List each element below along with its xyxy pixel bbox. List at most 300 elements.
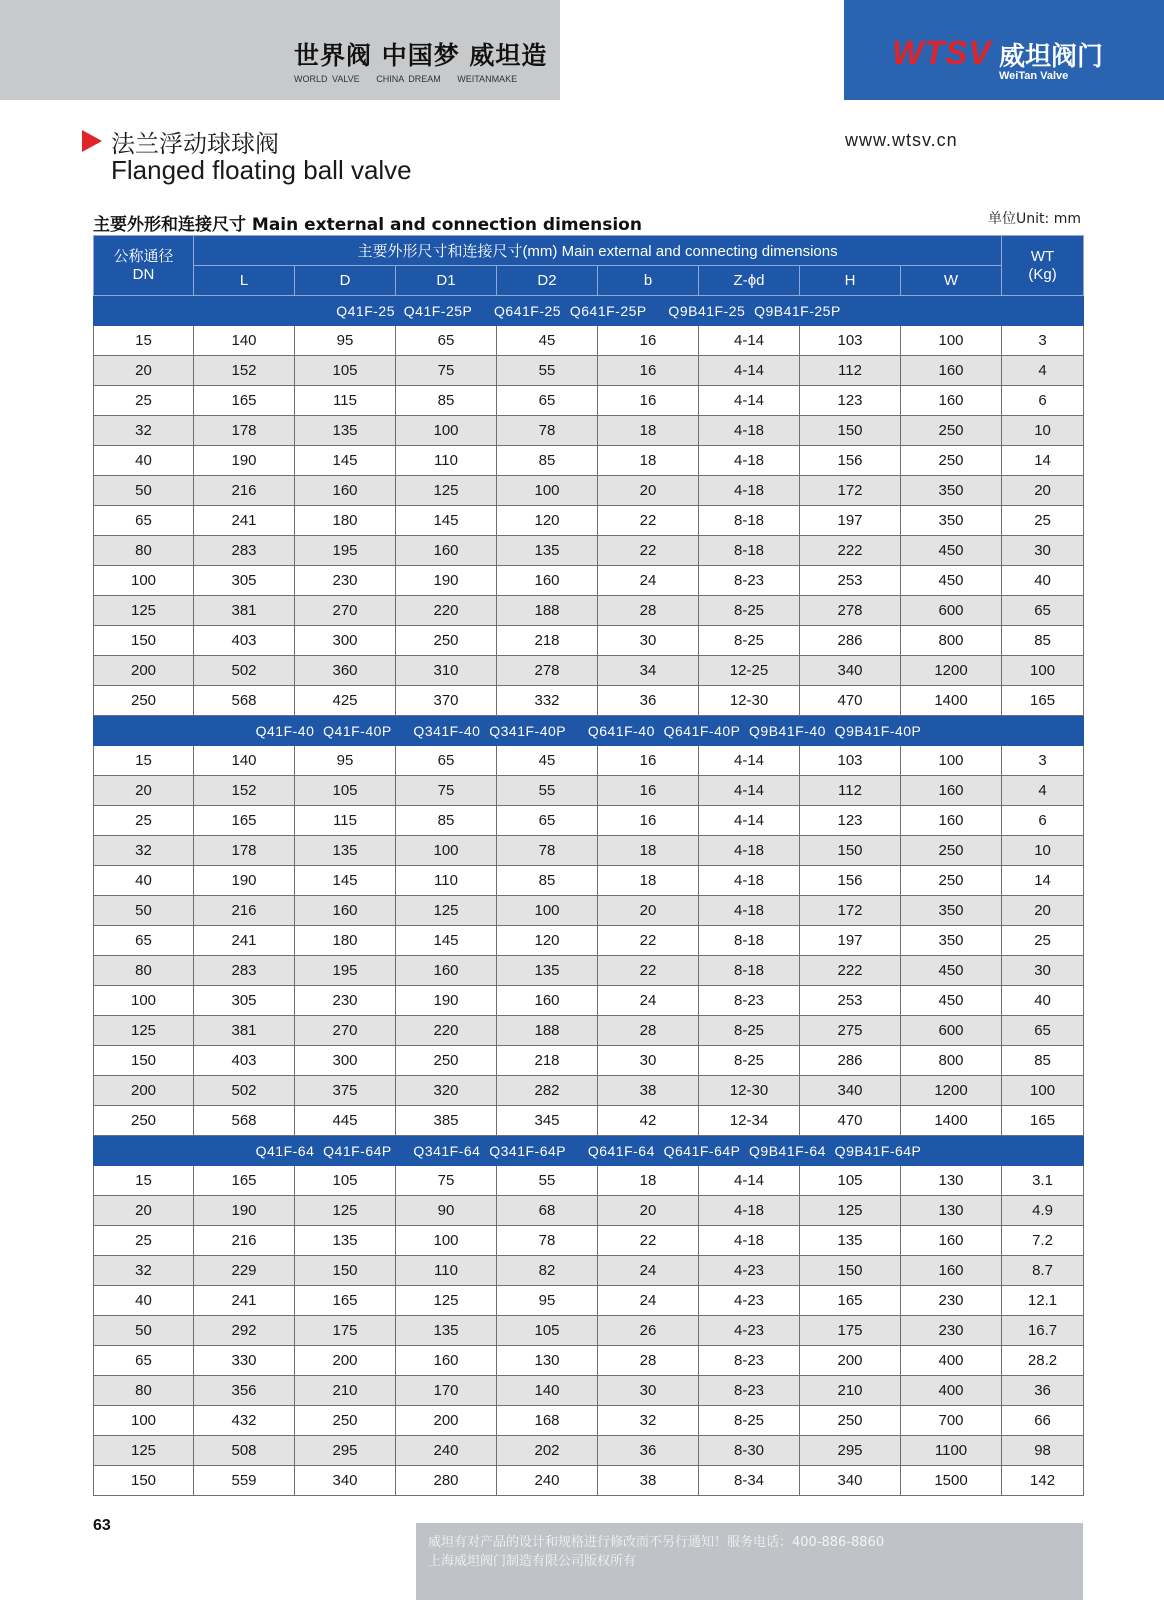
cell-h: 123: [800, 806, 901, 836]
cell-d2: 332: [497, 686, 598, 716]
cell-l: 568: [194, 686, 295, 716]
cell-d2: 160: [497, 986, 598, 1016]
cell-d: 340: [295, 1466, 396, 1496]
cell-d: 200: [295, 1346, 396, 1376]
table-row: [94, 686, 1084, 716]
cell-b: 16: [598, 356, 699, 386]
cell-w: 160: [901, 1226, 1002, 1256]
cell-h: 150: [800, 416, 901, 446]
cell-dn: 40: [94, 866, 194, 896]
cell-l: 190: [194, 866, 295, 896]
cell-h: 172: [800, 896, 901, 926]
cell-d: 150: [295, 1256, 396, 1286]
cell-wt: 40: [1002, 566, 1084, 596]
cell-w: 800: [901, 626, 1002, 656]
cell-h: 210: [800, 1376, 901, 1406]
slogan-en: [294, 74, 547, 84]
cell-dn: 250: [94, 1106, 194, 1136]
cell-z-d: 8-23: [699, 986, 800, 1016]
cell-b: 22: [598, 1226, 699, 1256]
cell-l: 356: [194, 1376, 295, 1406]
cell-h: 103: [800, 746, 901, 776]
cell-d: 270: [295, 596, 396, 626]
cell-w: 1400: [901, 686, 1002, 716]
cell-d1: 170: [396, 1376, 497, 1406]
cell-d1: 370: [396, 686, 497, 716]
cell-b: 28: [598, 596, 699, 626]
header-col-l: L: [194, 266, 295, 296]
table-row: [94, 326, 1084, 356]
cell-wt: 3.1: [1002, 1166, 1084, 1196]
cell-b: 16: [598, 806, 699, 836]
table-row: [94, 1046, 1084, 1076]
header-col-h: H: [800, 266, 901, 296]
header-col-z-d: Z-ϕd: [699, 266, 800, 296]
cell-w: 450: [901, 986, 1002, 1016]
cell-w: 160: [901, 776, 1002, 806]
cell-b: 30: [598, 1046, 699, 1076]
cell-h: 222: [800, 536, 901, 566]
cell-z-d: 12-30: [699, 686, 800, 716]
cell-d: 160: [295, 476, 396, 506]
cell-b: 36: [598, 1436, 699, 1466]
page-title-cn: 法兰浮动球球阀: [111, 130, 279, 158]
cell-d1: 75: [396, 1166, 497, 1196]
cell-wt: 14: [1002, 446, 1084, 476]
header-col-d1: D1: [396, 266, 497, 296]
cell-wt: 165: [1002, 1106, 1084, 1136]
cell-w: 130: [901, 1196, 1002, 1226]
cell-w: 1200: [901, 1076, 1002, 1106]
cell-w: 160: [901, 1256, 1002, 1286]
cell-l: 283: [194, 536, 295, 566]
cell-h: 470: [800, 686, 901, 716]
footer-line-2: 上海威坦阀门制造有限公司版权所有: [428, 1554, 637, 1569]
cell-d: 425: [295, 686, 396, 716]
cell-d1: 220: [396, 1016, 497, 1046]
table-row: [94, 1106, 1084, 1136]
cell-b: 28: [598, 1016, 699, 1046]
cell-dn: 15: [94, 326, 194, 356]
cell-w: 1200: [901, 656, 1002, 686]
cell-b: 20: [598, 476, 699, 506]
cell-l: 432: [194, 1406, 295, 1436]
cell-h: 253: [800, 986, 901, 1016]
cell-d2: 240: [497, 1466, 598, 1496]
cell-z-d: 8-25: [699, 1406, 800, 1436]
cell-d2: 65: [497, 806, 598, 836]
table-row: [94, 836, 1084, 866]
slogan-en-3: WEITANMAKE: [457, 74, 518, 84]
cell-wt: 36: [1002, 1376, 1084, 1406]
cell-dn: 20: [94, 1196, 194, 1226]
cell-d1: 110: [396, 446, 497, 476]
cell-z-d: 4-23: [699, 1256, 800, 1286]
cell-z-d: 4-18: [699, 446, 800, 476]
logo-wordmark: WTSV: [892, 34, 992, 71]
header-logo-band: [844, 0, 1164, 100]
cell-d2: 85: [497, 446, 598, 476]
cell-d: 360: [295, 656, 396, 686]
cell-d2: 85: [497, 866, 598, 896]
cell-l: 381: [194, 596, 295, 626]
cell-h: 112: [800, 776, 901, 806]
cell-w: 130: [901, 1166, 1002, 1196]
series-label: Q41F-40 Q41F-40P Q341F-40 Q341F-40P Q641F-40 Q641F-40P Q9B41F-40 Q9B41F-40P: [94, 716, 1084, 746]
cell-wt: 40: [1002, 986, 1084, 1016]
cell-z-d: 4-14: [699, 806, 800, 836]
cell-d1: 65: [396, 326, 497, 356]
cell-dn: 32: [94, 416, 194, 446]
cell-d1: 145: [396, 506, 497, 536]
cell-z-d: 12-30: [699, 1076, 800, 1106]
cell-wt: 10: [1002, 416, 1084, 446]
cell-l: 502: [194, 656, 295, 686]
cell-dn: 25: [94, 1226, 194, 1256]
table-row: [94, 956, 1084, 986]
cell-b: 38: [598, 1466, 699, 1496]
cell-d2: 140: [497, 1376, 598, 1406]
table-row: [94, 506, 1084, 536]
cell-d: 125: [295, 1196, 396, 1226]
cell-b: 20: [598, 896, 699, 926]
cell-l: 165: [194, 386, 295, 416]
cell-dn: 80: [94, 1376, 194, 1406]
cell-dn: 65: [94, 926, 194, 956]
cell-dn: 150: [94, 1046, 194, 1076]
cell-wt: 85: [1002, 1046, 1084, 1076]
cell-z-d: 4-14: [699, 356, 800, 386]
cell-d1: 240: [396, 1436, 497, 1466]
cell-w: 800: [901, 1046, 1002, 1076]
cell-d2: 55: [497, 356, 598, 386]
cell-d2: 45: [497, 746, 598, 776]
cell-z-d: 4-18: [699, 866, 800, 896]
cell-d: 180: [295, 506, 396, 536]
cell-dn: 100: [94, 986, 194, 1016]
cell-d1: 100: [396, 416, 497, 446]
header-col-d2: D2: [497, 266, 598, 296]
cell-d1: 125: [396, 1286, 497, 1316]
cell-dn: 40: [94, 1286, 194, 1316]
cell-d1: 90: [396, 1196, 497, 1226]
cell-l: 229: [194, 1256, 295, 1286]
cell-d1: 250: [396, 626, 497, 656]
cell-z-d: 8-23: [699, 1346, 800, 1376]
table-row: [94, 1016, 1084, 1046]
cell-d: 375: [295, 1076, 396, 1106]
cell-dn: 32: [94, 836, 194, 866]
cell-d: 270: [295, 1016, 396, 1046]
table-row: [94, 626, 1084, 656]
cell-dn: 80: [94, 536, 194, 566]
cell-d2: 282: [497, 1076, 598, 1106]
table-row: [94, 1406, 1084, 1436]
cell-w: 400: [901, 1376, 1002, 1406]
cell-wt: 100: [1002, 1076, 1084, 1106]
cell-l: 165: [194, 806, 295, 836]
cell-dn: 150: [94, 1466, 194, 1496]
cell-d1: 190: [396, 566, 497, 596]
series-label: Q41F-25 Q41F-25P Q641F-25 Q641F-25P Q9B41F-25 Q9B41F-25P: [94, 296, 1084, 326]
cell-d1: 125: [396, 476, 497, 506]
cell-w: 230: [901, 1286, 1002, 1316]
cell-w: 160: [901, 386, 1002, 416]
cell-h: 286: [800, 1046, 901, 1076]
footer-line-1: 威坦有对产品的设计和规格进行修改而不另行通知！服务电话：400-886-8860: [428, 1535, 885, 1550]
cell-wt: 65: [1002, 596, 1084, 626]
cell-z-d: 4-14: [699, 776, 800, 806]
cell-d: 195: [295, 956, 396, 986]
cell-d2: 120: [497, 506, 598, 536]
cell-d: 115: [295, 386, 396, 416]
table-row: [94, 536, 1084, 566]
cell-l: 140: [194, 326, 295, 356]
cell-d2: 100: [497, 896, 598, 926]
table-row: [94, 776, 1084, 806]
cell-h: 286: [800, 626, 901, 656]
cell-z-d: 8-25: [699, 626, 800, 656]
cell-b: 38: [598, 1076, 699, 1106]
cell-z-d: 8-25: [699, 1046, 800, 1076]
unit-label: 单位Unit: mm: [988, 211, 1081, 227]
table-row: [94, 806, 1084, 836]
cell-h: 172: [800, 476, 901, 506]
cell-l: 216: [194, 1226, 295, 1256]
cell-d: 300: [295, 1046, 396, 1076]
cell-d: 230: [295, 566, 396, 596]
cell-h: 165: [800, 1286, 901, 1316]
cell-z-d: 4-14: [699, 746, 800, 776]
cell-d2: 218: [497, 626, 598, 656]
cell-d2: 100: [497, 476, 598, 506]
cell-b: 16: [598, 746, 699, 776]
cell-dn: 65: [94, 1346, 194, 1376]
table-row: [94, 866, 1084, 896]
cell-wt: 165: [1002, 686, 1084, 716]
cell-h: 275: [800, 1016, 901, 1046]
cell-d1: 110: [396, 866, 497, 896]
cell-d: 135: [295, 416, 396, 446]
table-row: [94, 596, 1084, 626]
slogan-en-2: CHINA DREAM: [376, 74, 441, 84]
cell-dn: 20: [94, 776, 194, 806]
cell-d1: 160: [396, 956, 497, 986]
cell-w: 600: [901, 1016, 1002, 1046]
cell-d1: 65: [396, 746, 497, 776]
cell-h: 340: [800, 1466, 901, 1496]
cell-d: 95: [295, 746, 396, 776]
cell-b: 16: [598, 326, 699, 356]
table-row: [94, 986, 1084, 1016]
cell-l: 508: [194, 1436, 295, 1466]
cell-w: 450: [901, 956, 1002, 986]
cell-dn: 150: [94, 626, 194, 656]
cell-d2: 82: [497, 1256, 598, 1286]
cell-z-d: 8-23: [699, 566, 800, 596]
cell-h: 112: [800, 356, 901, 386]
cell-b: 22: [598, 506, 699, 536]
cell-dn: 50: [94, 1316, 194, 1346]
title-arrow-icon: [82, 130, 102, 152]
table-row: [94, 746, 1084, 776]
cell-wt: 30: [1002, 536, 1084, 566]
cell-b: 24: [598, 1286, 699, 1316]
cell-d2: 160: [497, 566, 598, 596]
cell-dn: 50: [94, 476, 194, 506]
cell-d: 165: [295, 1286, 396, 1316]
cell-h: 103: [800, 326, 901, 356]
cell-l: 403: [194, 1046, 295, 1076]
cell-d1: 100: [396, 1226, 497, 1256]
cell-dn: 15: [94, 1166, 194, 1196]
header-col-d: D: [295, 266, 396, 296]
cell-d1: 75: [396, 356, 497, 386]
cell-d: 115: [295, 806, 396, 836]
cell-h: 197: [800, 506, 901, 536]
cell-wt: 12.1: [1002, 1286, 1084, 1316]
table-row: [94, 1166, 1084, 1196]
cell-d1: 160: [396, 1346, 497, 1376]
cell-dn: 15: [94, 746, 194, 776]
website-link[interactable]: www.wtsv.cn: [845, 130, 958, 150]
table-row: [94, 356, 1084, 386]
cell-d1: 110: [396, 1256, 497, 1286]
cell-d: 145: [295, 446, 396, 476]
series-row: [94, 296, 1084, 326]
cell-dn: 250: [94, 686, 194, 716]
series-row: [94, 716, 1084, 746]
cell-z-d: 8-25: [699, 1016, 800, 1046]
cell-l: 178: [194, 416, 295, 446]
cell-d: 180: [295, 926, 396, 956]
cell-d2: 55: [497, 776, 598, 806]
cell-d: 295: [295, 1436, 396, 1466]
header-col-w: W: [901, 266, 1002, 296]
dimension-table: [93, 235, 1084, 1496]
cell-l: 241: [194, 506, 295, 536]
table-row: [94, 476, 1084, 506]
cell-wt: 25: [1002, 926, 1084, 956]
cell-d: 135: [295, 1226, 396, 1256]
cell-h: 470: [800, 1106, 901, 1136]
cell-h: 156: [800, 446, 901, 476]
cell-dn: 40: [94, 446, 194, 476]
cell-dn: 200: [94, 1076, 194, 1106]
table-row: [94, 926, 1084, 956]
cell-h: 278: [800, 596, 901, 626]
cell-z-d: 4-18: [699, 896, 800, 926]
section-title: 主要外形和连接尺寸 Main external and connection dimension: [93, 215, 642, 235]
cell-z-d: 8-23: [699, 1376, 800, 1406]
cell-h: 150: [800, 836, 901, 866]
cell-d1: 190: [396, 986, 497, 1016]
cell-dn: 125: [94, 1436, 194, 1466]
cell-w: 350: [901, 506, 1002, 536]
cell-z-d: 8-25: [699, 596, 800, 626]
cell-d1: 220: [396, 596, 497, 626]
cell-w: 230: [901, 1316, 1002, 1346]
cell-d: 95: [295, 326, 396, 356]
cell-d1: 385: [396, 1106, 497, 1136]
cell-b: 18: [598, 446, 699, 476]
cell-z-d: 4-14: [699, 326, 800, 356]
cell-d: 195: [295, 536, 396, 566]
cell-d2: 45: [497, 326, 598, 356]
cell-d1: 200: [396, 1406, 497, 1436]
table-row: [94, 1316, 1084, 1346]
cell-z-d: 4-14: [699, 1166, 800, 1196]
cell-wt: 3: [1002, 326, 1084, 356]
cell-dn: 50: [94, 896, 194, 926]
cell-dn: 20: [94, 356, 194, 386]
cell-z-d: 4-18: [699, 476, 800, 506]
cell-l: 403: [194, 626, 295, 656]
table-row: [94, 416, 1084, 446]
cell-w: 100: [901, 746, 1002, 776]
cell-wt: 20: [1002, 476, 1084, 506]
cell-d1: 85: [396, 806, 497, 836]
table-row: [94, 1466, 1084, 1496]
cell-wt: 65: [1002, 1016, 1084, 1046]
cell-z-d: 8-18: [699, 536, 800, 566]
cell-l: 165: [194, 1166, 295, 1196]
cell-l: 330: [194, 1346, 295, 1376]
cell-w: 350: [901, 926, 1002, 956]
cell-w: 160: [901, 356, 1002, 386]
cell-h: 125: [800, 1196, 901, 1226]
cell-l: 216: [194, 476, 295, 506]
cell-h: 150: [800, 1256, 901, 1286]
cell-l: 152: [194, 776, 295, 806]
cell-b: 22: [598, 956, 699, 986]
cell-z-d: 8-18: [699, 956, 800, 986]
header-col-b: b: [598, 266, 699, 296]
cell-h: 105: [800, 1166, 901, 1196]
cell-d2: 188: [497, 1016, 598, 1046]
cell-d1: 280: [396, 1466, 497, 1496]
cell-d: 250: [295, 1406, 396, 1436]
cell-b: 30: [598, 1376, 699, 1406]
cell-d2: 135: [497, 536, 598, 566]
cell-z-d: 8-30: [699, 1436, 800, 1466]
cell-dn: 80: [94, 956, 194, 986]
cell-wt: 4.9: [1002, 1196, 1084, 1226]
cell-l: 559: [194, 1466, 295, 1496]
cell-l: 292: [194, 1316, 295, 1346]
cell-l: 190: [194, 446, 295, 476]
cell-l: 178: [194, 836, 295, 866]
series-label: Q41F-64 Q41F-64P Q341F-64 Q341F-64P Q641F-64 Q641F-64P Q9B41F-64 Q9B41F-64P: [94, 1136, 1084, 1166]
cell-w: 1400: [901, 1106, 1002, 1136]
cell-d: 445: [295, 1106, 396, 1136]
cell-w: 250: [901, 416, 1002, 446]
cell-wt: 85: [1002, 626, 1084, 656]
header-dn: 公称通径 DN: [94, 236, 194, 296]
cell-l: 241: [194, 1286, 295, 1316]
cell-l: 305: [194, 986, 295, 1016]
cell-h: 123: [800, 386, 901, 416]
cell-wt: 14: [1002, 866, 1084, 896]
cell-w: 250: [901, 866, 1002, 896]
cell-z-d: 4-14: [699, 386, 800, 416]
cell-z-d: 4-18: [699, 1226, 800, 1256]
cell-h: 197: [800, 926, 901, 956]
cell-wt: 98: [1002, 1436, 1084, 1466]
table-row: [94, 1076, 1084, 1106]
cell-wt: 142: [1002, 1466, 1084, 1496]
table-row: [94, 656, 1084, 686]
